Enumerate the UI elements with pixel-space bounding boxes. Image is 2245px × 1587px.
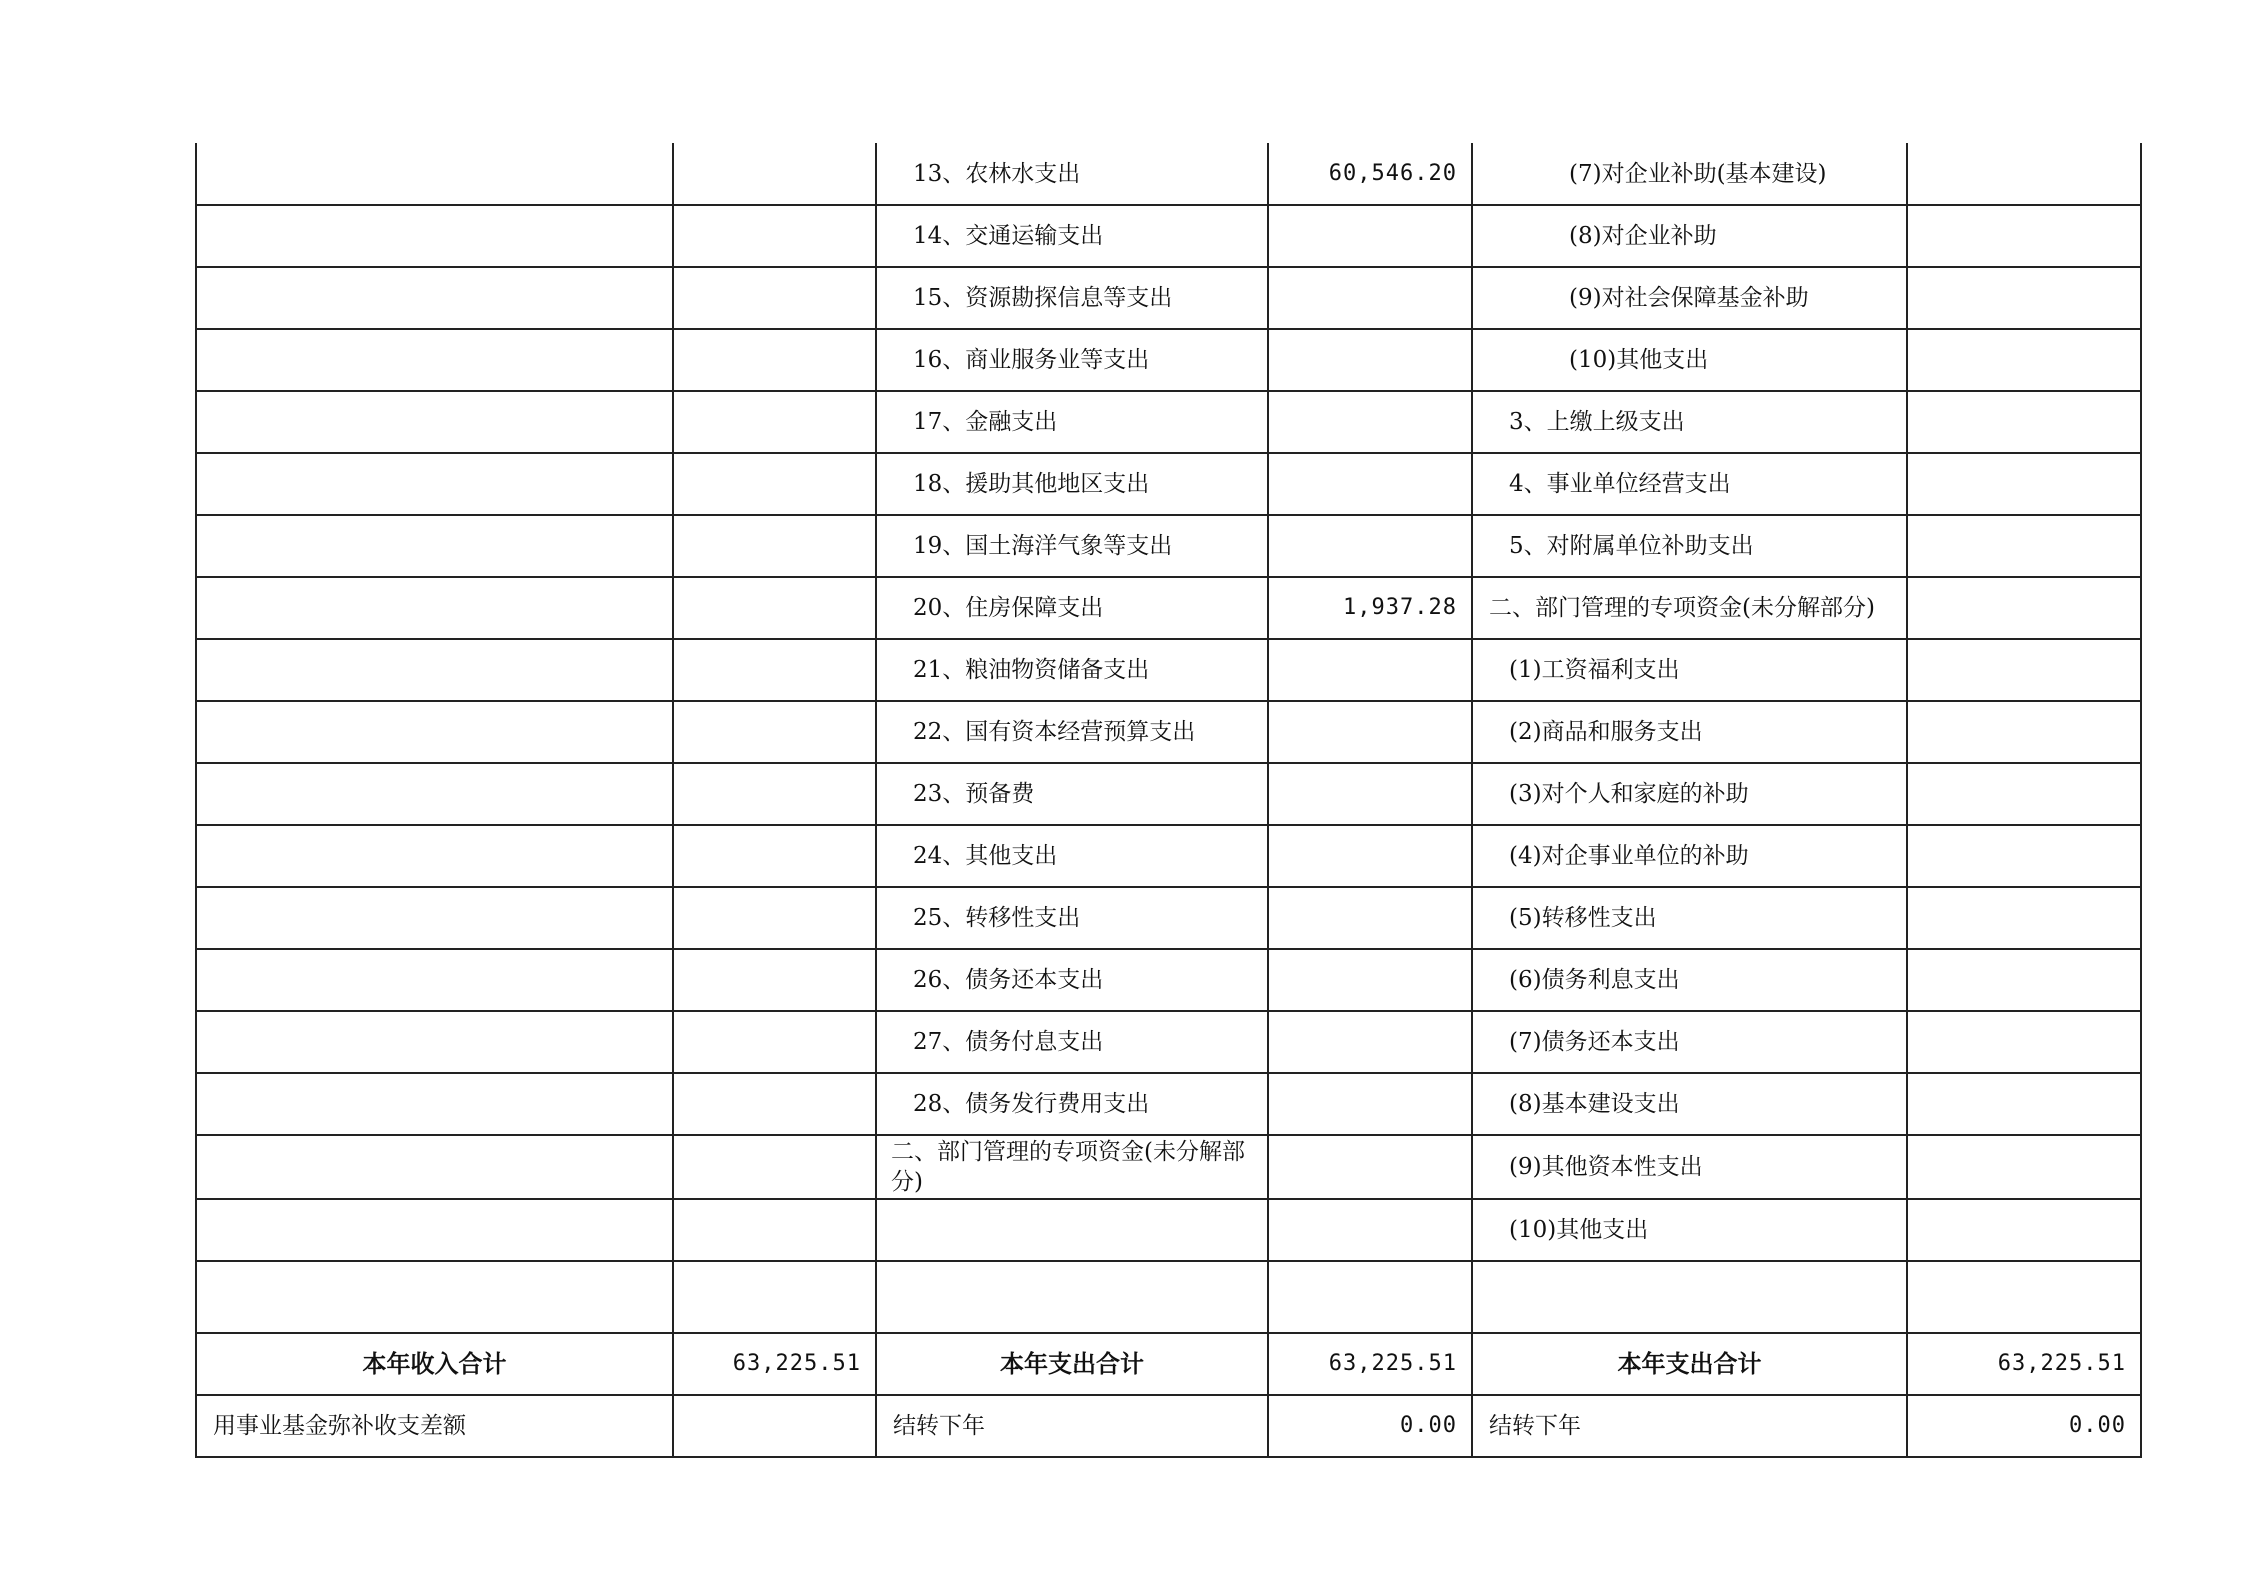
table-row <box>196 701 2141 763</box>
expense-amount-cell <box>1268 825 1472 887</box>
econ-item-cell: (1)工资福利支出 <box>1472 639 1907 701</box>
expense-amount-cell <box>1268 949 1472 1011</box>
table-row <box>196 205 2141 267</box>
income-item-cell <box>196 825 673 887</box>
expense-item-cell: 17、金融支出 <box>876 391 1268 453</box>
econ-amount-cell <box>1907 1135 2141 1199</box>
fund-balance-label: 用事业基金弥补收支差额 <box>196 1395 673 1457</box>
income-amount-cell <box>673 1073 876 1135</box>
expense-amount-cell <box>1268 1011 1472 1073</box>
expense-amount-cell <box>1268 205 1472 267</box>
income-item-cell <box>196 329 673 391</box>
table-row <box>196 1073 2141 1135</box>
income-item-cell <box>196 887 673 949</box>
table-row <box>196 1135 2141 1199</box>
income-item-cell <box>196 639 673 701</box>
income-amount-cell <box>673 1135 876 1199</box>
income-item-cell <box>196 949 673 1011</box>
econ-amount-cell <box>1907 391 2141 453</box>
table-row <box>196 949 2141 1011</box>
econ-item-cell: (2)商品和服务支出 <box>1472 701 1907 763</box>
table-row <box>196 887 2141 949</box>
carry-forward-label: 结转下年 <box>876 1395 1268 1457</box>
expense-amount-cell <box>1268 329 1472 391</box>
expense-item-cell: 27、债务付息支出 <box>876 1011 1268 1073</box>
expense-amount-cell <box>1268 267 1472 329</box>
econ-item-cell: 5、对附属单位补助支出 <box>1472 515 1907 577</box>
income-item-cell <box>196 763 673 825</box>
income-item-cell <box>196 1199 673 1261</box>
expense-amount-cell <box>1268 453 1472 515</box>
expense-item-cell: 二、部门管理的专项资金(未分解部分) <box>876 1135 1268 1199</box>
table-row-blank <box>196 1261 2141 1333</box>
income-item-cell <box>196 267 673 329</box>
income-amount-cell <box>673 1199 876 1261</box>
econ-amount-cell <box>1907 453 2141 515</box>
econ-amount-cell <box>1907 267 2141 329</box>
expense-item-cell: 25、转移性支出 <box>876 887 1268 949</box>
blank-cell <box>876 1261 1268 1333</box>
econ-item-cell: 二、部门管理的专项资金(未分解部分) <box>1472 577 1907 639</box>
expense-item-cell <box>876 1199 1268 1261</box>
income-total-label: 本年收入合计 <box>196 1333 673 1395</box>
expense-amount-cell <box>1268 639 1472 701</box>
econ-item-cell: (10)其他支出 <box>1472 1199 1907 1261</box>
econ-item-cell: (10)其他支出 <box>1472 329 1907 391</box>
budget-table <box>195 143 2142 1458</box>
econ-amount-cell <box>1907 1011 2141 1073</box>
income-amount-cell <box>673 639 876 701</box>
econ-item-cell: (3)对个人和家庭的补助 <box>1472 763 1907 825</box>
expense-amount-cell <box>1268 763 1472 825</box>
income-amount-cell <box>673 577 876 639</box>
econ-amount-cell <box>1907 1199 2141 1261</box>
footer-row <box>196 1395 2141 1457</box>
blank-cell <box>196 1261 673 1333</box>
expense-item-cell: 26、债务还本支出 <box>876 949 1268 1011</box>
table-row <box>196 143 2141 205</box>
table-row <box>196 639 2141 701</box>
econ-amount-cell <box>1907 825 2141 887</box>
income-item-cell <box>196 577 673 639</box>
income-item-cell <box>196 391 673 453</box>
econ-amount-cell <box>1907 701 2141 763</box>
expense-amount-cell <box>1268 701 1472 763</box>
table-row <box>196 267 2141 329</box>
income-item-cell <box>196 453 673 515</box>
income-amount-cell <box>673 825 876 887</box>
expense-amount-cell <box>1268 1199 1472 1261</box>
econ-item-cell: (4)对企事业单位的补助 <box>1472 825 1907 887</box>
income-amount-cell <box>673 701 876 763</box>
expense-item-cell: 14、交通运输支出 <box>876 205 1268 267</box>
income-item-cell <box>196 205 673 267</box>
econ-item-cell: (7)对企业补助(基本建设) <box>1472 143 1907 205</box>
econ-expense-total-amount: 63,225.51 <box>1907 1333 2141 1395</box>
totals-row <box>196 1333 2141 1395</box>
expense-amount-cell <box>1268 1073 1472 1135</box>
income-item-cell <box>196 1073 673 1135</box>
econ-amount-cell <box>1907 763 2141 825</box>
econ-item-cell: 3、上缴上级支出 <box>1472 391 1907 453</box>
income-amount-cell <box>673 763 876 825</box>
expense-item-cell: 15、资源勘探信息等支出 <box>876 267 1268 329</box>
income-amount-cell <box>673 949 876 1011</box>
income-amount-cell <box>673 453 876 515</box>
econ-amount-cell <box>1907 887 2141 949</box>
income-item-cell <box>196 1135 673 1199</box>
table-row <box>196 825 2141 887</box>
blank-cell <box>1907 1261 2141 1333</box>
expense-item-cell: 13、农林水支出 <box>876 143 1268 205</box>
econ-amount-cell <box>1907 143 2141 205</box>
table-row <box>196 453 2141 515</box>
income-amount-cell <box>673 391 876 453</box>
expense-amount-cell <box>1268 515 1472 577</box>
income-amount-cell <box>673 267 876 329</box>
expense-amount-cell <box>1268 391 1472 453</box>
expense-item-cell: 20、住房保障支出 <box>876 577 1268 639</box>
income-amount-cell <box>673 143 876 205</box>
income-item-cell <box>196 515 673 577</box>
table-row <box>196 763 2141 825</box>
table-row <box>196 515 2141 577</box>
expense-item-cell: 22、国有资本经营预算支出 <box>876 701 1268 763</box>
income-item-cell <box>196 143 673 205</box>
expense-item-cell: 16、商业服务业等支出 <box>876 329 1268 391</box>
income-item-cell <box>196 701 673 763</box>
econ-amount-cell <box>1907 577 2141 639</box>
econ-item-cell: (6)债务利息支出 <box>1472 949 1907 1011</box>
econ-amount-cell <box>1907 639 2141 701</box>
econ-carry-forward-amount: 0.00 <box>1907 1395 2141 1457</box>
econ-amount-cell <box>1907 1073 2141 1135</box>
econ-expense-total-label: 本年支出合计 <box>1472 1333 1907 1395</box>
econ-item-cell: (5)转移性支出 <box>1472 887 1907 949</box>
econ-amount-cell <box>1907 949 2141 1011</box>
blank-cell <box>1268 1261 1472 1333</box>
econ-item-cell: (9)对社会保障基金补助 <box>1472 267 1907 329</box>
table-row <box>196 329 2141 391</box>
blank-cell <box>673 1261 876 1333</box>
income-total-amount: 63,225.51 <box>673 1333 876 1395</box>
econ-amount-cell <box>1907 205 2141 267</box>
econ-amount-cell <box>1907 329 2141 391</box>
fund-balance-amount <box>673 1395 876 1457</box>
income-amount-cell <box>673 887 876 949</box>
econ-item-cell: (8)对企业补助 <box>1472 205 1907 267</box>
econ-item-cell: 4、事业单位经营支出 <box>1472 453 1907 515</box>
income-item-cell <box>196 1011 673 1073</box>
expense-item-cell: 21、粮油物资储备支出 <box>876 639 1268 701</box>
expense-amount-cell <box>1268 887 1472 949</box>
expense-item-cell: 24、其他支出 <box>876 825 1268 887</box>
expense-total-amount: 63,225.51 <box>1268 1333 1472 1395</box>
econ-carry-forward-label: 结转下年 <box>1472 1395 1907 1457</box>
income-amount-cell <box>673 515 876 577</box>
table-row <box>196 391 2141 453</box>
table-row <box>196 577 2141 639</box>
table-row <box>196 1011 2141 1073</box>
expense-item-cell: 18、援助其他地区支出 <box>876 453 1268 515</box>
blank-cell <box>1472 1261 1907 1333</box>
expense-amount-cell: 60,546.20 <box>1268 143 1472 205</box>
expense-item-cell: 28、债务发行费用支出 <box>876 1073 1268 1135</box>
income-amount-cell <box>673 329 876 391</box>
table-row <box>196 1199 2141 1261</box>
expense-amount-cell: 1,937.28 <box>1268 577 1472 639</box>
econ-item-cell: (9)其他资本性支出 <box>1472 1135 1907 1199</box>
expense-amount-cell <box>1268 1135 1472 1199</box>
econ-item-cell: (8)基本建设支出 <box>1472 1073 1907 1135</box>
expense-item-cell: 19、国土海洋气象等支出 <box>876 515 1268 577</box>
income-amount-cell <box>673 1011 876 1073</box>
carry-forward-amount: 0.00 <box>1268 1395 1472 1457</box>
income-amount-cell <box>673 205 876 267</box>
expense-item-cell: 23、预备费 <box>876 763 1268 825</box>
econ-amount-cell <box>1907 515 2141 577</box>
econ-item-cell: (7)债务还本支出 <box>1472 1011 1907 1073</box>
expense-total-label: 本年支出合计 <box>876 1333 1268 1395</box>
